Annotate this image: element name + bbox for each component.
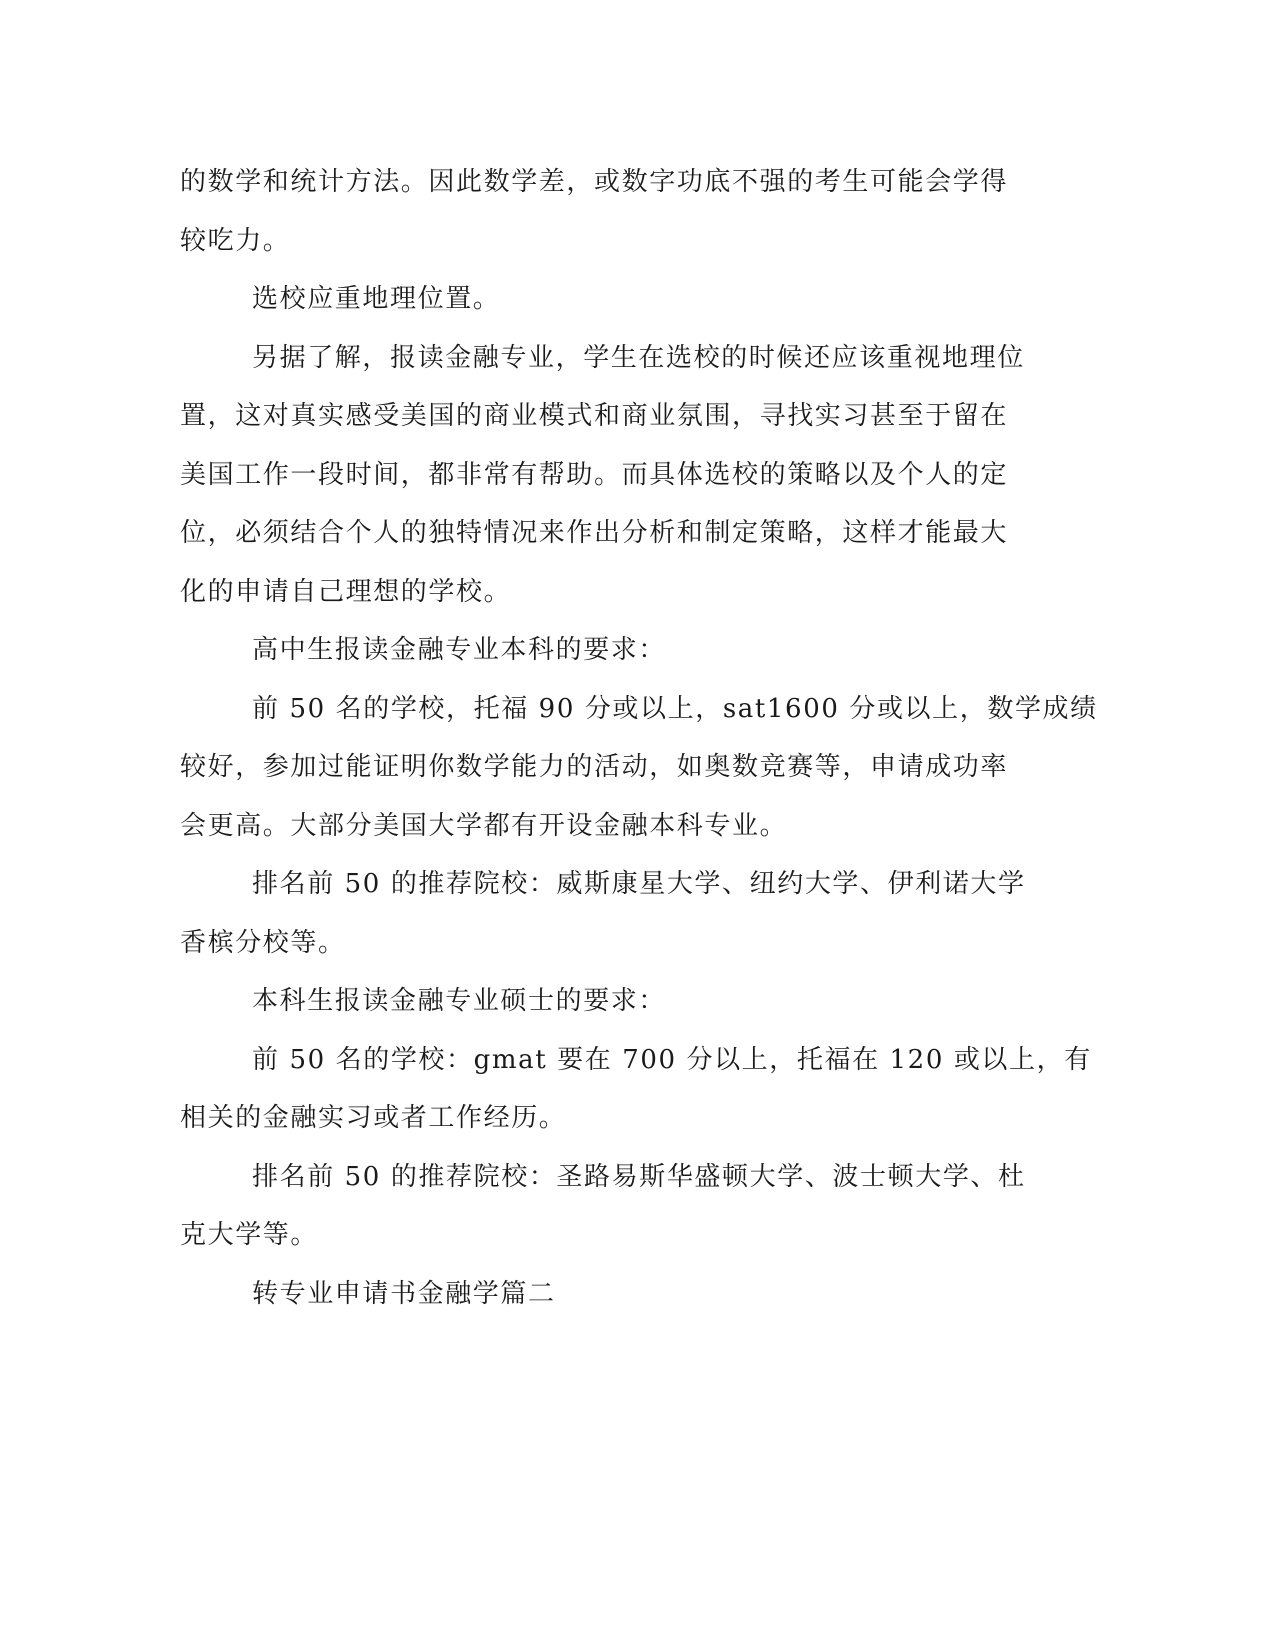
text-line: 美国工作一段时间，都非常有帮助。而具体选校的策略以及个人的定 (180, 459, 1009, 490)
text-line: 转专业申请书金融学篇二 (252, 1278, 556, 1309)
text-line: 相关的金融实习或者工作经历。 (180, 1103, 567, 1133)
paragraph-undergrad-requirements (180, 680, 1098, 856)
text-line: 香槟分校等。 (180, 927, 346, 958)
section-heading (180, 1265, 1030, 1324)
document-body (180, 153, 1098, 1323)
paragraph-master-requirements (180, 1031, 1092, 1148)
text-line: 高中生报读金融专业本科的要求： (252, 635, 667, 665)
text-line: 会更高。大部分美国大学都有开设金融本科专业。 (180, 810, 788, 841)
text-line: 克大学等。 (180, 1220, 319, 1250)
text-line: 排名前 50 的推荐院校：圣路易斯华盛顿大学、波士顿大学、杜 (252, 1161, 1026, 1192)
text-line: 较好，参加过能证明你数学能力的活动，如奥数竞赛等，申请成功率 (180, 752, 1009, 782)
paragraph-undergrad-heading (180, 621, 1030, 680)
text-line: 位，必须结合个人的独特情况来作出分析和制定策略，这样才能最大 (180, 518, 1009, 548)
paragraph-undergrad-schools (180, 855, 1030, 972)
paragraph-master-heading (180, 972, 1030, 1031)
text-line: 的数学和统计方法。因此数学差，或数字功底不强的考生可能会学得 (180, 167, 1009, 197)
text-line: 化的申请自己理想的学校。 (180, 576, 512, 607)
text-line: 前 50 名的学校：gmat 要在 700 分以上，托福在 120 或以上，有 (252, 1044, 1092, 1075)
paragraph-location-heading (180, 270, 1030, 329)
text-line: 另据了解，报读金融专业，学生在选校的时候还应该重视地理位 (252, 342, 1025, 373)
paragraph-math-requirement (180, 153, 1030, 270)
paragraph-location-detail (180, 329, 1030, 622)
text-line: 选校应重地理位置。 (252, 284, 501, 314)
text-line: 置，这对真实感受美国的商业模式和商业氛围，寻找实习甚至于留在 (180, 401, 1009, 431)
text-line: 较吃力。 (180, 225, 291, 256)
text-line: 本科生报读金融专业硕士的要求： (252, 986, 667, 1016)
paragraph-master-schools (180, 1148, 1030, 1265)
text-line: 排名前 50 的推荐院校：威斯康星大学、纽约大学、伊利诺大学 (252, 869, 1026, 899)
text-line: 前 50 名的学校，托福 90 分或以上，sat1600 分或以上，数学成绩 (252, 693, 1098, 724)
